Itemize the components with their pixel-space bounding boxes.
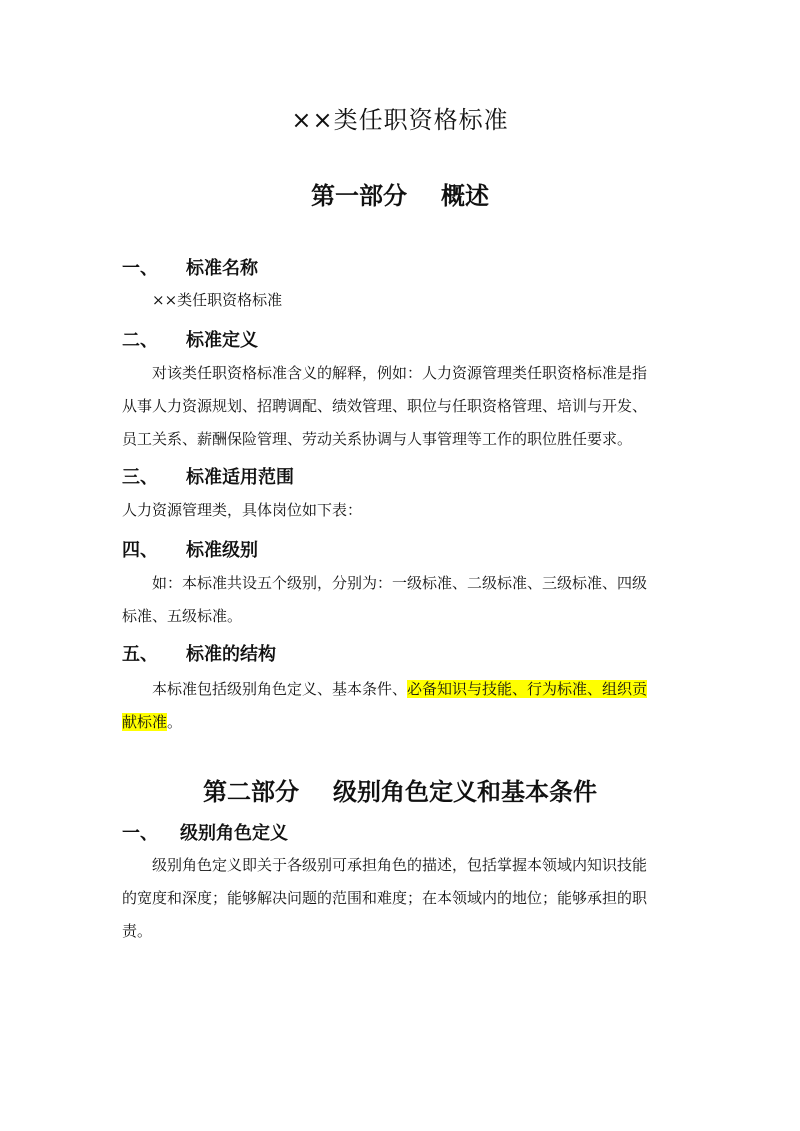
section-title: 标准定义 <box>186 330 258 351</box>
part2-name: 级别角色定义和基本条件 <box>333 778 597 806</box>
section-body-name <box>122 284 682 317</box>
body-text: 本标准包括级别角色定义、基本条件、 <box>152 680 408 698</box>
section-heading-definition <box>122 326 258 352</box>
section-number: 一、 <box>122 258 158 279</box>
section-number: 五、 <box>122 644 158 665</box>
body-line: 员工关系、薪酬保险管理、劳动关系协调与人事管理等工作的职位胜任要求。 <box>122 430 633 448</box>
section-body-role-definition <box>122 849 682 948</box>
part1-title <box>0 176 800 211</box>
section-number: 二、 <box>122 330 158 351</box>
section-title: 标准适用范围 <box>186 467 294 488</box>
body-line <box>122 673 682 706</box>
body-line: 从事人力资源规划、招聘调配、绩效管理、职位与任职资格管理、培训与开发、 <box>122 397 648 415</box>
section-heading-scope <box>122 463 294 489</box>
section-number: 三、 <box>122 467 158 488</box>
part2-title <box>0 772 800 807</box>
section-heading-levels <box>122 536 258 562</box>
section-body-structure <box>122 673 682 739</box>
highlighted-text: 必备知识与技能、行为标准、组织贡 <box>407 680 648 698</box>
part2-label: 第二部分 <box>203 778 299 806</box>
body-line: 责。 <box>122 922 153 940</box>
section-heading-structure <box>122 640 276 666</box>
body-line: 对该类任职资格标准含义的解释，例如：人力资源管理类任职资格标准是指 <box>152 364 648 382</box>
section-number: 四、 <box>122 540 158 561</box>
document-title: ××类任职资格标准 <box>291 106 509 134</box>
section-heading-name <box>122 254 258 280</box>
section-number: 一、 <box>122 823 158 844</box>
body-line <box>122 706 682 739</box>
part1-label: 第一部分 <box>311 182 407 210</box>
section-body-levels <box>122 567 682 633</box>
section-title: 级别角色定义 <box>180 823 288 844</box>
body-line: 级别角色定义即关于各级别可承担角色的描述，包括掌握本领域内知识技能 <box>152 856 648 874</box>
body-line: 的宽度和深度；能够解决问题的范围和难度；在本领域内的地位；能够承担的职 <box>122 889 648 907</box>
body-line: 如：本标准共设五个级别，分别为：一级标准、二级标准、三级标准、四级 <box>152 574 648 592</box>
section-title: 标准的结构 <box>186 644 276 665</box>
section-heading-role-definition <box>122 819 288 845</box>
part1-name: 概述 <box>441 182 489 210</box>
body-line: ××类任职资格标准 <box>152 291 283 309</box>
body-line: 标准、五级标准。 <box>122 607 243 625</box>
section-title: 标准级别 <box>186 540 258 561</box>
body-text: 。 <box>167 713 183 731</box>
body-line: 人力资源管理类，具体岗位如下表： <box>122 501 363 519</box>
section-title: 标准名称 <box>186 258 258 279</box>
section-body-definition <box>122 357 682 456</box>
section-body-scope <box>122 494 682 527</box>
highlighted-text: 献标准 <box>122 713 168 731</box>
